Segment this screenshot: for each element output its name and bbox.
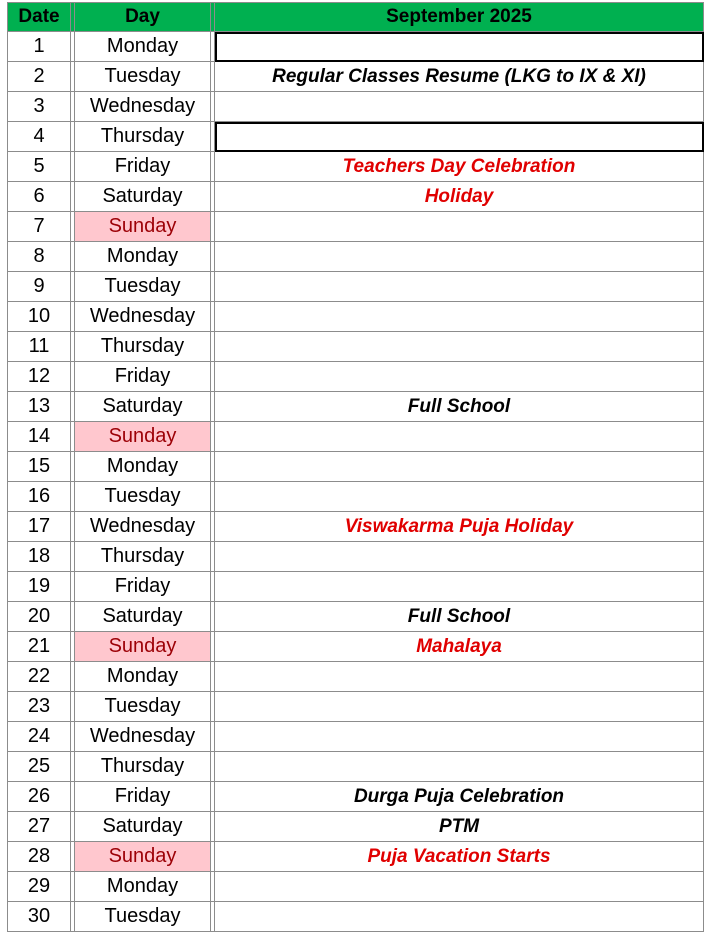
table-row [8, 452, 704, 482]
event-cell [215, 872, 704, 902]
table-row [8, 302, 704, 332]
date-cell: 13 [8, 392, 71, 422]
table-row [8, 242, 704, 272]
table-row [8, 332, 704, 362]
date-cell: 12 [8, 362, 71, 392]
day-cell-sunday: Sunday [75, 422, 211, 452]
table-row [8, 572, 704, 602]
table-row [8, 122, 704, 152]
date-cell: 14 [8, 422, 71, 452]
day-cell: Monday [75, 32, 211, 62]
header-row [8, 3, 704, 32]
event-cell: Full School [215, 602, 704, 632]
day-cell: Monday [75, 662, 211, 692]
table-row [8, 752, 704, 782]
day-cell: Friday [75, 152, 211, 182]
date-cell: 3 [8, 92, 71, 122]
date-cell: 16 [8, 482, 71, 512]
table-row [8, 662, 704, 692]
day-cell: Wednesday [75, 92, 211, 122]
table-row [8, 692, 704, 722]
date-cell: 10 [8, 302, 71, 332]
day-cell-sunday: Sunday [75, 632, 211, 662]
day-cell: Thursday [75, 542, 211, 572]
date-column-header: Date [8, 3, 71, 32]
day-cell: Saturday [75, 392, 211, 422]
event-cell [215, 692, 704, 722]
day-cell: Thursday [75, 332, 211, 362]
event-cell [215, 752, 704, 782]
day-cell: Monday [75, 872, 211, 902]
event-cell [215, 272, 704, 302]
event-cell [215, 722, 704, 752]
table-row [8, 812, 704, 842]
event-cell [215, 302, 704, 332]
day-cell: Wednesday [75, 722, 211, 752]
day-cell: Saturday [75, 602, 211, 632]
event-cell [215, 122, 704, 152]
calendar-body [8, 32, 704, 932]
event-cell: Viswakarma Puja Holiday [215, 512, 704, 542]
date-cell: 27 [8, 812, 71, 842]
day-cell: Wednesday [75, 302, 211, 332]
table-row [8, 212, 704, 242]
day-cell: Monday [75, 242, 211, 272]
date-cell: 24 [8, 722, 71, 752]
day-cell: Saturday [75, 812, 211, 842]
date-cell: 5 [8, 152, 71, 182]
table-row [8, 512, 704, 542]
date-cell: 20 [8, 602, 71, 632]
event-cell [215, 92, 704, 122]
day-cell: Tuesday [75, 692, 211, 722]
table-row [8, 722, 704, 752]
table-row [8, 632, 704, 662]
event-cell: Holiday [215, 182, 704, 212]
date-cell: 9 [8, 272, 71, 302]
date-cell: 26 [8, 782, 71, 812]
day-cell-sunday: Sunday [75, 212, 211, 242]
date-cell: 1 [8, 32, 71, 62]
day-cell: Tuesday [75, 902, 211, 932]
table-row [8, 842, 704, 872]
event-cell: Puja Vacation Starts [215, 842, 704, 872]
date-cell: 23 [8, 692, 71, 722]
event-cell [215, 422, 704, 452]
date-cell: 4 [8, 122, 71, 152]
event-cell [215, 452, 704, 482]
month-column-header: September 2025 [215, 3, 704, 32]
table-row [8, 872, 704, 902]
table-row [8, 152, 704, 182]
event-cell: Full School [215, 392, 704, 422]
day-cell: Thursday [75, 122, 211, 152]
day-cell: Tuesday [75, 62, 211, 92]
date-cell: 21 [8, 632, 71, 662]
day-cell: Friday [75, 572, 211, 602]
event-cell [215, 902, 704, 932]
date-cell: 7 [8, 212, 71, 242]
date-cell: 17 [8, 512, 71, 542]
day-cell: Thursday [75, 752, 211, 782]
day-cell: Wednesday [75, 512, 211, 542]
table-row [8, 392, 704, 422]
date-cell: 22 [8, 662, 71, 692]
date-cell: 2 [8, 62, 71, 92]
event-cell [215, 242, 704, 272]
table-row [8, 602, 704, 632]
table-row [8, 422, 704, 452]
event-cell [215, 542, 704, 572]
event-cell: Mahalaya [215, 632, 704, 662]
date-cell: 25 [8, 752, 71, 782]
calendar-table [7, 2, 704, 932]
date-cell: 28 [8, 842, 71, 872]
day-cell: Tuesday [75, 272, 211, 302]
table-row [8, 542, 704, 572]
table-row [8, 902, 704, 932]
day-cell: Saturday [75, 182, 211, 212]
day-cell: Monday [75, 452, 211, 482]
event-cell [215, 362, 704, 392]
table-row [8, 362, 704, 392]
day-column-header: Day [75, 3, 211, 32]
event-cell [215, 482, 704, 512]
date-cell: 15 [8, 452, 71, 482]
event-cell [215, 572, 704, 602]
date-cell: 11 [8, 332, 71, 362]
table-row [8, 32, 704, 62]
date-cell: 6 [8, 182, 71, 212]
date-cell: 18 [8, 542, 71, 572]
table-row [8, 782, 704, 812]
date-cell: 29 [8, 872, 71, 902]
event-cell: Regular Classes Resume (LKG to IX & XI) [215, 62, 704, 92]
event-cell [215, 32, 704, 62]
table-row [8, 182, 704, 212]
event-cell [215, 332, 704, 362]
event-cell [215, 662, 704, 692]
date-cell: 19 [8, 572, 71, 602]
calendar-sheet [7, 2, 703, 932]
date-cell: 8 [8, 242, 71, 272]
table-row [8, 92, 704, 122]
event-cell [215, 212, 704, 242]
event-cell: PTM [215, 812, 704, 842]
event-cell: Teachers Day Celebration [215, 152, 704, 182]
event-cell: Durga Puja Celebration [215, 782, 704, 812]
day-cell: Friday [75, 362, 211, 392]
day-cell: Friday [75, 782, 211, 812]
day-cell: Tuesday [75, 482, 211, 512]
table-row [8, 482, 704, 512]
table-row [8, 62, 704, 92]
day-cell-sunday: Sunday [75, 842, 211, 872]
date-cell: 30 [8, 902, 71, 932]
table-row [8, 272, 704, 302]
